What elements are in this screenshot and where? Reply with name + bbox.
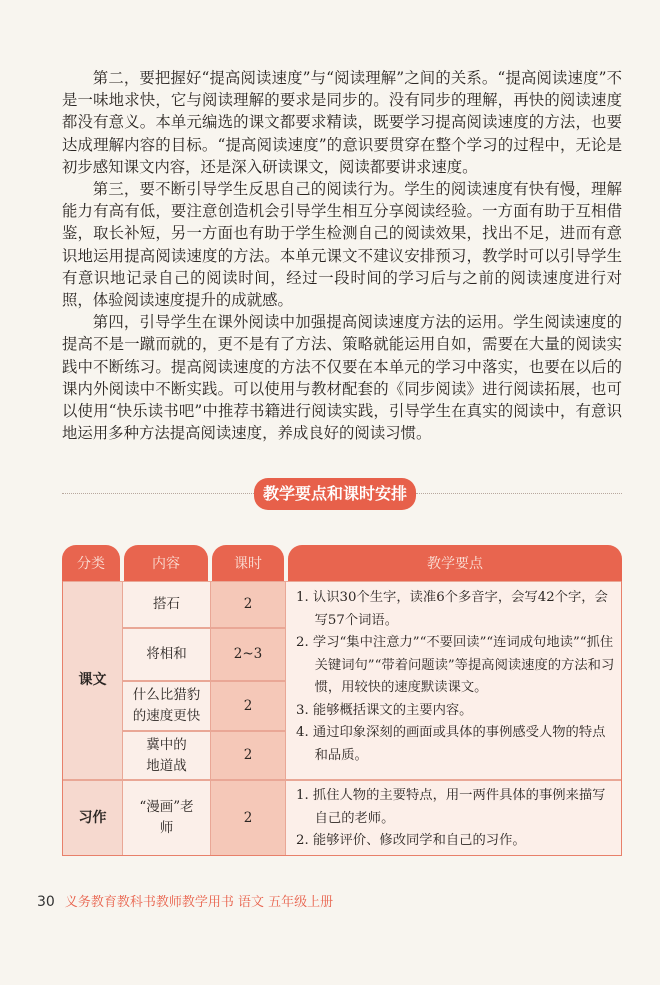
header-category: 分类 xyxy=(62,545,120,581)
header-hours: 课时 xyxy=(212,545,284,581)
section-title: 教学要点和课时安排 xyxy=(254,478,416,510)
hours-cell: 2 xyxy=(210,780,286,856)
points-kewen xyxy=(285,581,622,780)
point-item: 4. 通过印象深刻的画面或具体的事例感受人物的特点和品质。 xyxy=(296,725,606,763)
point-item: 3. 能够概括课文的主要内容。 xyxy=(296,702,473,718)
hours-cell: 2~3 xyxy=(210,628,286,681)
point-item: 2. 能够评价、修改同学和自己的习作。 xyxy=(296,833,526,848)
content-cell: 搭石 xyxy=(122,581,211,628)
content-cell: “漫画”老师 xyxy=(122,780,211,856)
hours-cell: 2 xyxy=(210,681,286,731)
divider-left xyxy=(62,493,254,494)
header-points: 教学要点 xyxy=(288,545,622,581)
point-item: 2. 学习“集中注意力”“不要回读”“连词成句地读”“抓住关键词句”“带着问题读”等提高阅读速度的方法和习惯，用较快的速度默读课文。 xyxy=(296,635,615,695)
paragraph-4: 第四，引导学生在课外阅读中加强提高阅读速度方法的运用。学生阅读速度的提高不是一蹴而就的，更不是有了方法、策略就能运用自如，需要在大量的阅读实践中不断练习。提高阅读速度的方法不仅要在本单元的学习中落实，也要在以后的课内外阅读中不断实践。可以使用与教材配套的《同步阅读》进行阅读拓展，也可以使用“快乐读书吧”中推荐书籍进行阅读实践，引导学生在真实的阅读中，有意识地运用多种方法提高阅读速度，养成良好的阅读习惯。 xyxy=(62,313,622,443)
paragraph-3: 第三，要不断引导学生反思自己的阅读行为。学生的阅读速度有快有慢，理解能力有高有低，要注意创造机会引导学生相互分享阅读经验。一方面有助于互相借鉴，取长补短，另一方面也有助于学生检测自己的阅读效果，找出不足，进而有意识地运用提高阅读速度的方法。本单元课文不建议安排预习，教学时可以引导学生有意识地记录自己的阅读时间，经过一段时间的学习后与之前的阅读速度进行对照，体验阅读速度提升的成就感。 xyxy=(62,180,622,310)
page-number: 30 xyxy=(37,894,55,910)
paragraph-2: 第二，要把握好“提高阅读速度”与“阅读理解”之间的关系。“提高阅读速度”不是一味地求快，它与阅读理解的要求是同步的。没有同步的理解，再快的阅读速度都没有意义。本单元编选的课文都要求精读，既要学习提高阅读速度的方法，也要达成理解内容的目标。“提高阅读速度”的意识要贯穿在整个学习的过程中，无论是初步感知课文内容，还是深入研读课文，阅读都要讲求速度。 xyxy=(62,69,622,176)
content-cell: 将相和 xyxy=(122,628,211,681)
body-text xyxy=(62,67,622,444)
divider-right xyxy=(416,493,622,494)
hours-cell: 2 xyxy=(210,731,286,780)
page-footer xyxy=(37,891,333,910)
point-item: 1. 抓住人物的主要特点，用一两件具体的事例来描写自己的老师。 xyxy=(296,788,606,826)
content-cell: 什么比猎豹的速度更快 xyxy=(122,681,211,731)
category-kewen: 课文 xyxy=(62,581,123,780)
point-item: 1. 认识30个生字，读准6个多音字，会写42个字，会写57个词语。 xyxy=(296,590,608,628)
points-xizuo xyxy=(285,780,622,856)
header-content: 内容 xyxy=(124,545,208,581)
book-title: 义务教育教科书教师教学用书 语文 五年级上册 xyxy=(64,895,334,910)
category-xizuo: 习作 xyxy=(62,780,123,856)
content-cell: 冀中的地道战 xyxy=(122,731,211,780)
hours-cell: 2 xyxy=(210,581,286,628)
